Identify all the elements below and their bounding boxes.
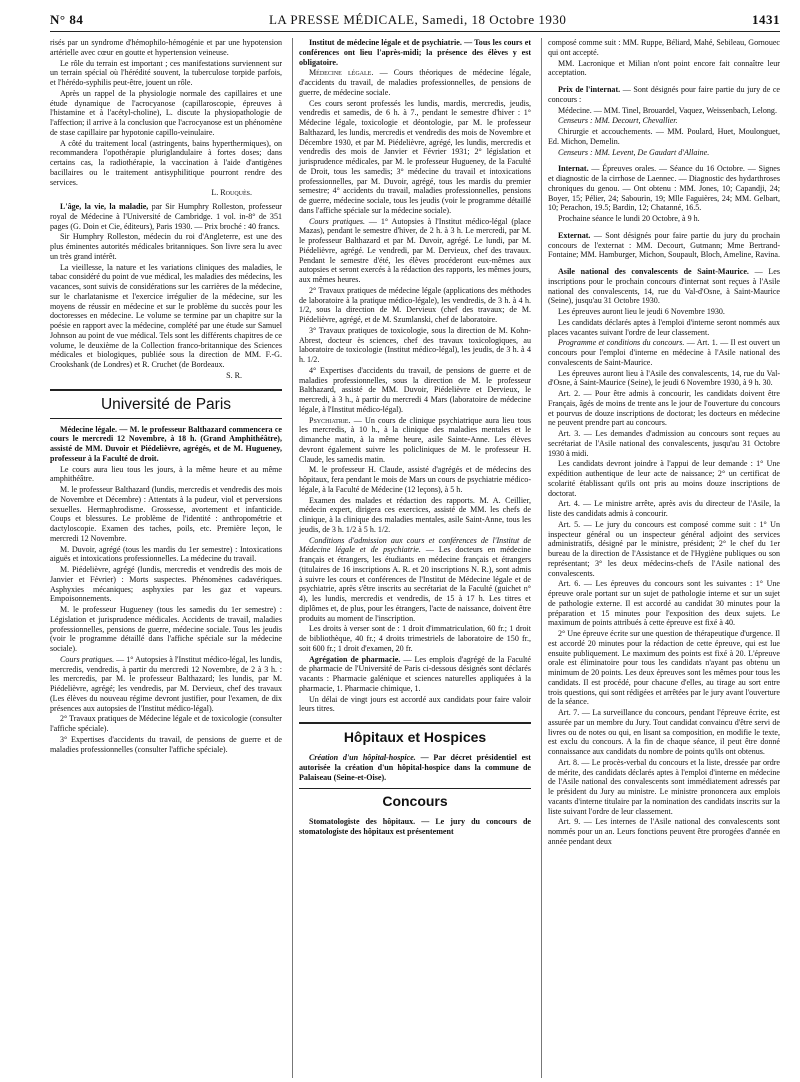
page-number: 1431 — [751, 12, 780, 27]
paragraph: MM. Lacronique et Milian n'ont point encore fait connaître leur acceptation. — [548, 58, 780, 78]
paragraph: Le rôle du terrain est important ; ces manifestations surviennent sur un terrain spécial où l'hérédité souvent, la tuberculose torpide parfois, et l'hérédo-syphilis peut-être, jouent un rôle. — [50, 58, 282, 87]
paragraph: Après un rappel de la physiologie normale des capillaires et une étude dynamique de l'acrocyanose (capillaroscopie, épreuves à l'histamine et à l'acétyl-choline), L. discute la physiopathologie de l'affection; il arrive à la conclusion que l'acrocyanose est un phénomène de stase capillaire par hypotonie capillo-veinulaire. — [50, 88, 282, 137]
paragraph — [299, 753, 531, 782]
column-middle — [292, 38, 531, 1078]
paragraph: M. le professeur H. Claude, assisté d'agrégés et de médecins des hôpitaux, fera pendant le mois de Mars un cours de psychiatrie médico-légale, à la Faculté de Médecine (12 leçons), à 5 h. — [299, 465, 531, 494]
signature: L. Rouquès. — [211, 188, 252, 198]
item-text: — Sont désignés pour faire partie du jury de ce concours : — [548, 85, 780, 104]
item-title: Externat. — [558, 230, 591, 240]
item-label: Médecine légale. — [309, 68, 374, 78]
item-title: Institut de médecine légale et de psychiatrie. — [309, 38, 462, 47]
item-title: Médecine légale. — [60, 424, 118, 434]
section-title-concours: Concours — [299, 788, 531, 812]
paragraph — [548, 85, 780, 105]
paragraph: Médecine. — MM. Tinel, Brouardel, Vaquez, Weissenbach, Lelong. — [558, 105, 777, 115]
issue-number: N° 84 — [50, 12, 84, 27]
paragraph — [299, 817, 531, 837]
paragraph — [548, 231, 780, 260]
publication-title: LA PRESSE MÉDICALE, Samedi, 18 Octobre 1930 — [268, 12, 567, 27]
paragraph: Les épreuves auront lieu le jeudi 6 Novembre 1930. — [558, 307, 725, 316]
paragraph: M. le professeur Hugueney (tous les samedis du 1er semestre) : Législation et jurisprudence médicales. Accidents de travail, maladies professionnelles, pensions de guerre, médecine sociale. Tous les jeudis (voir le programme détaillé dans l'affiche spéciale sur la médecine sociale). — [50, 605, 282, 653]
book-title: L'âge, la vie, la maladie, — [60, 202, 149, 211]
column-left — [50, 38, 282, 1078]
item-text: — Les inscriptions pour le prochain concours d'internat sont reçues à l'Asile national des convalescents, 14, rue du Val-d'Osne, à Saint-Maurice (Seine), jusqu'au 31 Octobre 1930. — [548, 267, 780, 306]
paragraph: 3° Travaux pratiques de toxicologie, sous la direction de M. Kohn-Abrest, docteur ès sciences, chef des travaux toxicologiques, au laboratoire de toxicologie (Institut médico-légal), les jeudis, de 3 h. à 4 h. 1/2. — [299, 325, 531, 364]
paragraph — [299, 416, 531, 465]
item-text: — 1° Autopsies à l'Institut médico-légal, les lundis, mercredis, vendredis, à partir du mercredi 12 Novembre, de 2 à 3 h. : les mercredis, par M. le professeur Balthazard; les lundis, par M. Piédelièvre, agrégé; les vendredis, par M. Dervieux, chef des travaux (Les élèves du nouveau régime devront justifier, pour l'examen, de dix présences aux autopsies de l'Institut médico-légal). — [50, 654, 282, 713]
section-title-universite: Université de Paris — [50, 389, 282, 419]
paragraph: Sir Humphry Rolleston, médecin du roi d'Angleterre, est une des plus éminentes autorités médicales britanniques. Son livre sera lu avec un très grand intérêt. — [50, 232, 282, 261]
item-text: — M. le professeur Balthazard commencera ce cours le mercredi 12 Novembre, à 18 h. (Grand Amphithéâtre), assisté de MM. Duvoir et Piédelièvre, agrégés, et de M. Hugueney, professeur à la Faculté de droit. — [50, 424, 282, 463]
paragraph: Examen des malades et rédaction des rapports. M. A. Ceillier, médecin expert, dirigera ces exercices, assisté de MM. les chefs de clinique, à la clinique des maladies mentales, asile Saint-Anne, tous les jeudis, de 3 h. 1/2 à 5 h. 1/2. — [299, 495, 531, 534]
item-text: — Par décret présidentiel est autorisée la création d'un hôpital-hospice dans la commune de Palaiseau (Seine-et-Oise). — [299, 753, 531, 782]
item-label: Conditions d'admission aux cours et conférences de l'Institut de Médecine légale et de psychiatrie. — [299, 535, 531, 555]
paragraph — [50, 425, 282, 464]
paragraph: M. Piédelièvre, agrégé (lundis, mercredis et vendredis des mois de Janvier et Février) : Morts suspectes. Phénomènes cadavériques. Asphyxies mécaniques; asphyxies par les gaz et vapeurs. Empoisonnements. — [50, 565, 282, 604]
columns — [50, 38, 780, 1078]
paragraph: composé comme suit : MM. Ruppe, Béliard, Mahé, Sebileau, Gornouec qui ont accepté. — [548, 38, 780, 57]
item-text: — Un cours de clinique psychiatrique aura lieu tous les mercredis, à 10 h., à la clinique des maladies mentales et le dimanche matin, à la même heure, asile Sainte-Anne. Les élèves devront également suivre les policliniques de M. le professeur H. Claude, les samedis matin. — [299, 415, 531, 464]
paragraph: Le cours aura lieu tous les jours, à la même heure et au même amphithéâtre. — [50, 464, 282, 484]
item-title: Création d'un hôpital-hospice. — [309, 753, 416, 762]
item-label: Cours pratiques. — [60, 654, 115, 664]
paragraph: Art. 7. — La surveillance du concours, pendant l'épreuve écrite, est assurée par un membre du Jury. Tout candidat convaincu d'être servi de livres ou de notes ou qui, en lisant sa composition, en modifie le texte, est exclu du concours. A la fin de chaque séance, il peut être donné connaissance aux candidats du nombre de points qu'ils ont obtenus. — [548, 708, 780, 756]
paragraph: 2° Travaux pratiques de médecine légale (applications des méthodes de laboratoire à la pratique médico-légale), les vendredis, de 3 h. à 4 h. 1/2, sous la direction de M. Dervieux (chef des travaux; de M. Piédelièvre, agrégé, et de M. Szumlanski, chef de laboratoire. — [299, 285, 531, 324]
paragraph: Art. 3. — Les demandes d'admission au concours sont reçues au secrétariat de l'Asile national des convalescents, jusqu'au 31 Octobre 1930 à midi. — [548, 429, 780, 458]
item-text: — Les docteurs en médecine français et étrangers, les étudiants en médecine français et étrangers (titulaires de 16 inscriptions A. R. et 20 inscriptions N. R.), sont admis à suivre les cours et conférences de l'Institut de Médecine légale et de psychiatrie, après s'être inscrits au secrétariat de la Faculté (guichet n° 4), les lundis, mercredis et vendredis, de 15 à 17 h. Les titres et diplômes et, de plus, pour les étrangers, l'acte de naissance, doivent être produits au moment de l'inscription. — [299, 545, 531, 623]
paragraph: Art. 6. — Les épreuves du concours sont les suivantes : 1° Une épreuve orale portant sur un sujet de pathologie interne et sur un sujet de pathologie externe. Il est accordé au candidat 30 minutes pour la préparation et 15 minutes pour l'exposition des deux sujets. Le maximum de points attribués à cette épreuve est fixé à 40. — [548, 579, 780, 628]
item-title: Prix de l'internat. — [558, 85, 621, 94]
book-review-header — [50, 202, 282, 231]
item-label: Psychiatrie. — [309, 415, 351, 425]
paragraph: M. Duvoir, agrégé (tous les mardis du 1er semestre) : Intoxications aiguës et intoxications professionnelles. La médecine du travail. — [50, 544, 282, 564]
item-text: — Le jury du concours de stomatologiste des hôpitaux est présentement — [299, 817, 531, 836]
item-title: Asile national des convalescents de Saint-Maurice. — [558, 267, 749, 276]
item-title: Agrégation de pharmacie. — [309, 654, 401, 664]
paragraph: La vieillesse, la nature et les variations cliniques des maladies, le tabac considéré du point de vue médical, les maladies des médecins, les vacances, sont suivis de considérations sur les carrières de la médecine, sur le charlatanisme et l'exercice irrégulier de la médecine, sur les moyens de réussir en médecine et sur le problème du succès pour les doctoresses en médecine. Le volume se termine par un chapitre sur la poésie en rapport avec la médecine, complété par une étude sur Samuel Johnson au point de vue médical. Tels sont les différents chapitres de ce volume, le deuxième de la Collection franco-britannique des Sciences médicales et biologiques, publiée sous la direction de MM. F.-G. Crookshank (de Londres) et R. Cruchet (de Bordeaux. — [50, 262, 282, 369]
paragraph — [299, 68, 531, 97]
paragraph: Les droits à verser sont de : 1 droit d'immatriculation, 60 fr.; 1 droit de bibliothèque, 40 fr.; 4 droits trimestriels de laboratoire de 150 fr., soit 600 fr.; 1 droit d'examen, 20 fr. — [299, 624, 531, 653]
paragraph: 2° Travaux pratiques de Médecine légale et de toxicologie (consulter l'affiche spéciale). — [50, 714, 282, 733]
paragraph — [548, 164, 780, 213]
section-title-hopitaux: Hôpitaux et Hospices — [299, 722, 531, 748]
paragraph — [299, 536, 531, 624]
paragraph: Art. 4. — Le ministre arrête, après avis du directeur de l'Asile, la liste des candidats admis à concourir. — [548, 499, 780, 518]
paragraph: Un délai de vingt jours est accordé aux candidats pour faire valoir leurs titres. — [299, 694, 531, 714]
paragraph: Chirurgie et accouchements. — MM. Poulard, Huet, Moulonguet, Ed. Michon, Demelin. — [548, 127, 780, 146]
item-title: Internat. — [558, 164, 589, 174]
paragraph: risés par un syndrome d'hémophilo-hémogénie et par une hypotension artérielle avec cœur en goutte et hypertension veineuse. — [50, 38, 282, 57]
paragraph: Prochaine séance le lundi 20 Octobre, à 9 h. — [558, 214, 700, 223]
item-text: — Tous les cours et conférences ont lieu l'après-midi; la présence des élèves y est obligatoire. — [299, 38, 531, 67]
paragraph — [299, 217, 531, 285]
paragraph: Art. 2. — Pour être admis à concourir, les candidats doivent être Français, âgés de moins de trente ans le jour de l'ouverture du concours et pourvus de douze inscriptions de doctorat; les docteurs en médecine ne peuvent prendre part au concours. — [548, 389, 780, 428]
item-label: Cours pratiques. — [309, 216, 365, 226]
paragraph — [548, 267, 780, 306]
item-label: Programme et conditions du concours. — [558, 338, 685, 348]
column-right — [541, 38, 780, 1078]
paragraph: 4° Expertises d'accidents du travail, de pensions de guerre et de maladies professionnelles, sous la direction de M. le professeur Balthazard, assisté de MM. Duvoir, Piédelièvre et Dervieux, le mercredi, à 3 h., à partir du mercredi 4 Mars (laboratoire de médecine légale, à l'Institut médico-légal). — [299, 365, 531, 414]
paragraph — [548, 338, 780, 367]
paragraph: Art. 5. — Le jury du concours est composé comme suit : 1° Un inspecteur général ou un inspecteur général adjoint des services administratifs, désigné par le ministre, président; 2° le chef du 1er bureau de la direction de l'Assistance et de l'Hygiène publiques ou son représentant; 3° les deux médecins-chefs de l'Asile national des convalescents. — [548, 519, 780, 578]
paragraph: Censeurs : MM. Decourt, Chevallier. — [558, 116, 678, 126]
paragraph: Les épreuves auront lieu à l'Asile des convalescents, 14, rue du Val-d'Osne, à Saint-Maurice (Seine), le jeudi 6 Novembre 1930, à 9 h. 30. — [548, 368, 780, 388]
paragraph: M. le professeur Balthazard (lundis, mercredis et vendredis des mois de Novembre et Décembre) : Attentats à la pudeur, viol et perversions sexuelles. Hermaphrodisme. Grossesse, avortement et infanticide. Coups et blessures. Le problème de l'identité : anthropométrie et dactyloscopie. Examen des taches, poils, etc. Première leçon, le mercredi 12 Novembre. — [50, 485, 282, 543]
page-header — [50, 12, 780, 32]
paragraph: Les candidats devront joindre à l'appui de leur demande : 1° Une expédition authentique de leur acte de naissance; 2° un certificat de scolarité établissant qu'ils ont pris au moins douze inscriptions de doctorat. — [548, 459, 780, 498]
paragraph: 2° Une épreuve écrite sur une question de thérapeutique d'urgence. Il est accordé 20 minutes pour la rédaction de cette épreuve, qui est lue ensuite publiquement. Le maximum des points est fixé à 20. L'épreuve orale est éliminatoire pour tous les candidats n'ayant pas obtenu un minimum de 20 points. Les deux épreuves sont les mêmes pour tous les candidats. Il est procédé, pour chacune d'elles, au tirage au sort entre trois questions, qui sont rédigées et arrêtées par le jury avant l'ouverture de la séance. — [548, 629, 780, 707]
item-title: Stomatologiste des hôpitaux. — [309, 817, 416, 827]
item-text: — Art. 1. — Il est ouvert un concours pour l'emploi d'interne en médecine à l'Asile national des convalescents de Saint-Maurice. — [548, 338, 780, 367]
paragraph — [50, 655, 282, 714]
item-text: — Les emplois d'agrégé de la Faculté de pharmacie de l'Université de Paris ci-dessous désignés sont déclarés vacants : Pharmacie galénique et sciences naturelles appliquées à la pharmacie, 1. Pharmacie chimique, 1. — [299, 654, 531, 693]
book-details: par Sir Humphry Rolleston, professeur royal de Médecine à l'Université de Cambridge. 1 vol. in-8° de 351 pages (G. Doin et Cie, éditeurs), Paris 1930. — Prix broché : 40 francs. — [50, 202, 282, 231]
paragraph: 3° Expertises d'accidents du travail, de pensions de guerre et de maladies professionnelles (consulter l'affiche spéciale). — [50, 734, 282, 754]
paragraph — [299, 38, 531, 67]
item-text: — Sont désignés pour faire partie du jury du prochain concours de l'externat : MM. Decourt, Gutmann; Mme Bertrand-Fontaine; MM. Hamburger, Michon, Soupault, Bloch, Ameline, Ravina. — [548, 230, 780, 260]
item-text: — Cours théoriques de médecine légale, d'accidents du travail, de maladies professionnelles, de pensions de guerre, de médecine sociale. — [299, 68, 531, 97]
paragraph — [299, 655, 531, 694]
signature: S. R. — [226, 370, 242, 380]
paragraph: Ces cours seront professés les lundis, mardis, mercredis, jeudis, vendredis et samedis, de 6 h. à 7., pendant le semestre d'hiver : 1° Médecine légale, toxicologie et déontologie, par M. le professeur Balthazard, les lundis, mercredis et vendredis des mois de Novembre et Décembre 1930, et par M. Piédelièvre, agrégé, les lundis, mercredis et vendredis des mois de Janvier et Février 1931; 2° législation et jurisprudence médicales, par M. le professeur Hugueney, de la Faculté de Droit, tous les samedis; 3° médecine du travail et intoxications professionnelles, par M. Duvoir, agrégé, tous les mardis du premier semestre; 4° accidents du travail, maladies professionnelles, pensions de guerre, médecine sociale, tous les jeudis (voir le programme détaillé dans l'affiche spéciale sur la médecine sociale). — [299, 98, 531, 215]
item-text: — Épreuves orales. — Séance du 16 Octobre. — Signes et diagnostic de la cirrhose de Laennec. — Diagnostic des hydarthroses chroniques du genou. — Ont obtenu : MM. Jones, 10; Capandji, 24; Boyer, 15; Pélier, 24; Sabourin, 19; Mlle Faguières, 24; MM. Gelbart, 10; Perachon, 19.5; Bardin, 12; Chatanné, 16.5. — [548, 164, 780, 213]
paragraph: A côté du traitement local (astringents, bains hyperthermiques), on recommandera l'opothérapie pluriglandulaire à fortes doses; dans certains cas, la radiothérapie, la vaccination à l'aide d'antigènes bacillaires ou le traitement antisyphilitique pourront rendre des services. — [50, 138, 282, 187]
item-text: — 1° Autopsies à l'Institut médico-légal (place Mazas), pendant le semestre d'hiver, de 2 h. à 3 h. Le mercredi, par M. le professeur Balthazard et par M. Duvoir, agrégé. Le lundi, par M. Piédelièvre, agrégé. Le vendredi, par M. Dervieux, chef des travaux. Pendant le semestre d'été, les élèves procéderont eux-mêmes aux autopsies et seront exercés à la rédaction des rapports, les mêmes jours, aux mêmes heures. — [299, 216, 531, 284]
paragraph: Art. 9. — Les internes de l'Asile national des convalescents sont nommés pour un an. Leurs fonctions peuvent être prorogées d'année en année pendant deux — [548, 817, 780, 846]
paragraph: Art. 8. — Le procès-verbal du concours et la liste, dressée par ordre de mérite, des candidats déclarés aptes à l'emploi d'interne en médecine de l'Asile national des convalescents sont immédiatement adressés par le président du Jury au ministre. Le ministre prononcera aux emplois vacants d'interne titulaire par la nomination des candidats inscrits sur la liste suivant l'ordre de leur classement. — [548, 757, 780, 816]
paragraph: Censeurs : MM. Levent, De Gaudart d'Allaine. — [558, 147, 710, 157]
paragraph: Les candidats déclarés aptes à l'emploi d'interne seront nommés aux places vacantes suivant l'ordre de leur classement. — [548, 317, 780, 337]
